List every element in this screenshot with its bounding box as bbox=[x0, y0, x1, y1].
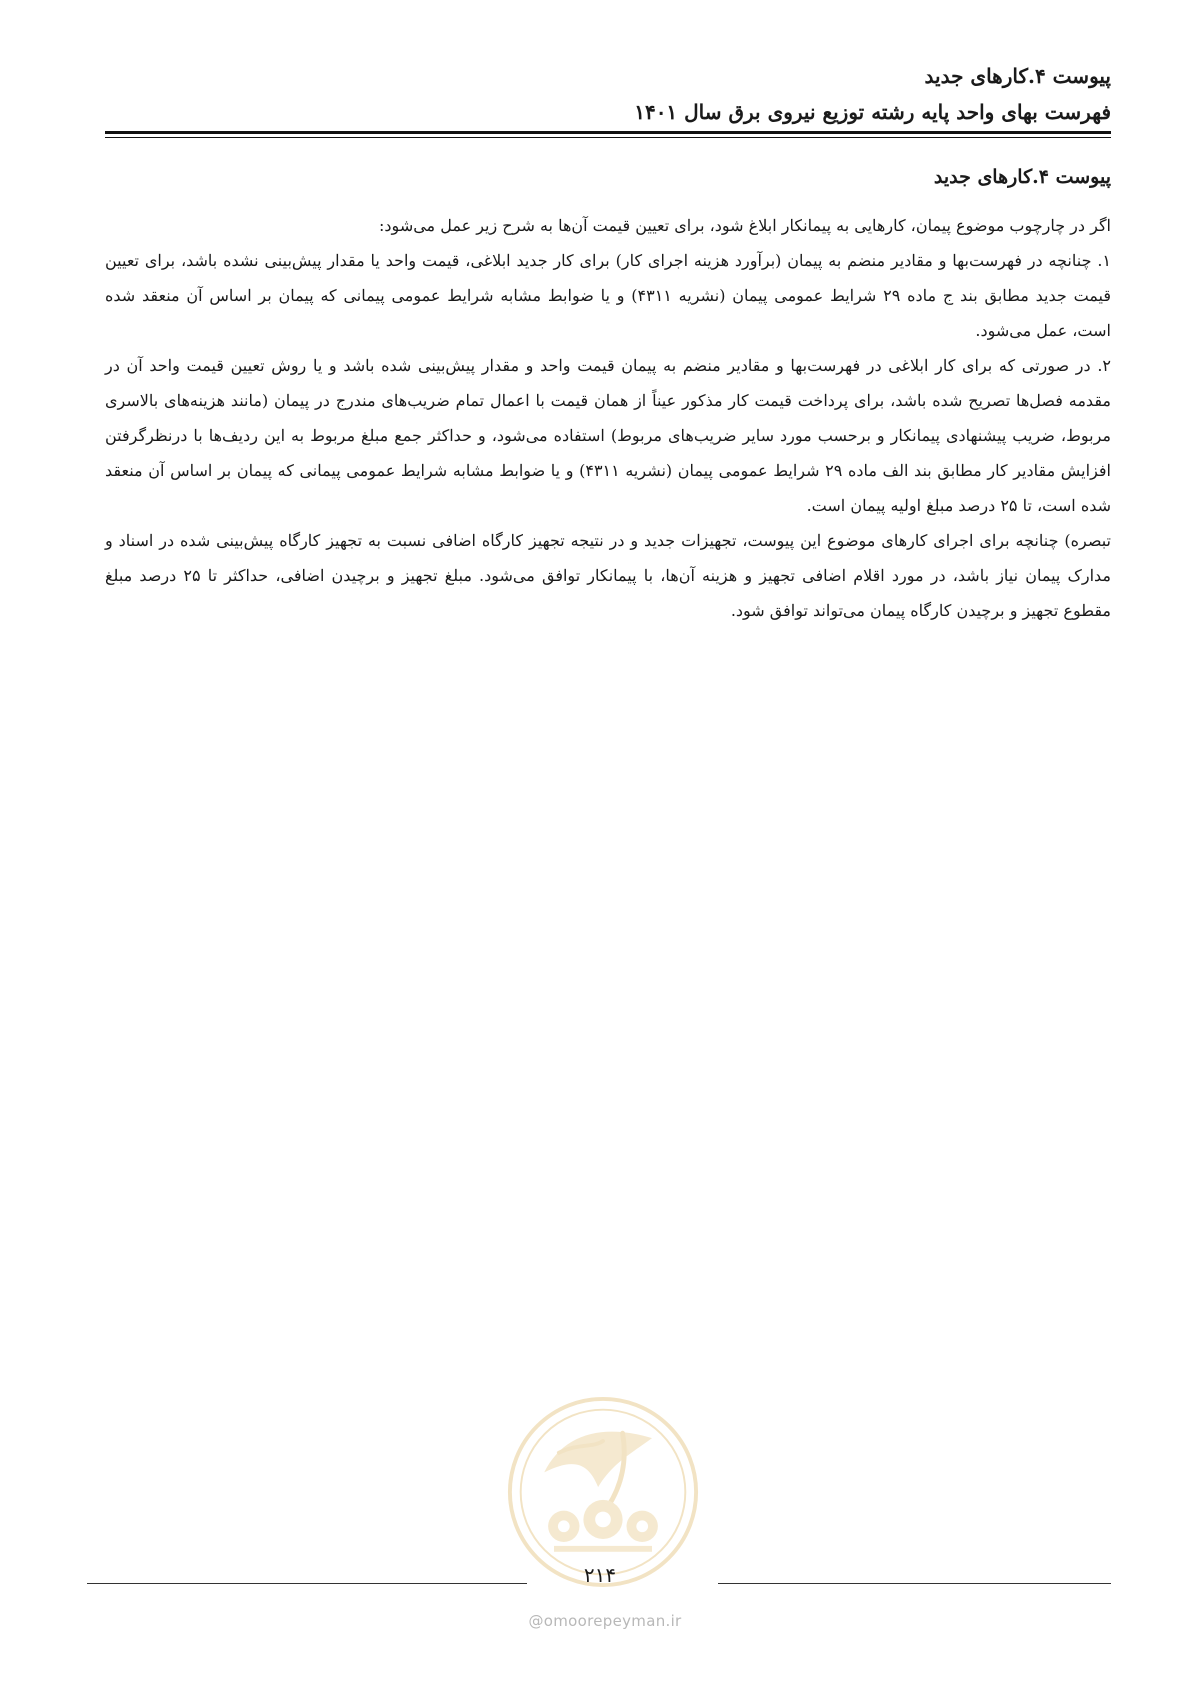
note-paragraph: تبصره) چنانچه برای اجرای کارهای موضوع این پیوست، تجهیزات جدید و در نتیجه تجهیز کارگاه اضافی نسبت به تجهیز کارگاه پیش‌بینی شده در اسناد و مدارک پیمان نیاز باشد، در مورد اقلام اضافی تجهیز و هزینه آن‌ها، با پیمانکار توافق می‌شود. مبلغ تجهیز و برچیدن اضافی، حداکثر تا ۲۵ درصد مبلغ مقطوع تجهیز و برچیدن کارگاه پیمان می‌تواند توافق شود. bbox=[105, 531, 1112, 620]
omoore-peyman-logo-icon bbox=[505, 1394, 701, 1590]
section-title: پیوست ۴.کارهای جدید bbox=[933, 166, 1111, 188]
header-appendix-title: پیوست ۴.کارهای جدید bbox=[924, 64, 1111, 88]
clause-1-paragraph: ۱. چنانچه در فهرست‌بها و مقادیر منضم به پیمان (برآورد هزینه اجرای کار) برای کار جدید ابلاغی، قیمت واحد یا مقدار پیش‌بینی نشده باشد، برای تعیین قیمت جدید مطابق بند ج ماده ۲۹ شرایط عمومی پیمان (نشریه ۴۳۱۱) و یا ضوابط مشابه شرایط عمومی پیمانی که پیمان بر اساس آن منعقد شده است، عمل می‌شود. bbox=[105, 251, 1112, 340]
clause-2-paragraph: ۲. در صورتی که برای کار ابلاغی در فهرست‌بها و مقادیر منضم به پیمان قیمت واحد و مقدار پیش‌بینی شده باشد و یا روش تعیین قیمت واحد آن در مقدمه فصل‌ها تصریح شده باشد، برای پرداخت قیمت کار مذکور عیناً از همان قیمت با اعمال تمام ضریب‌های مندرج در پیمان (مانند هزینه‌های بالاسری مربوط، ضریب پیشنهادی پیمانکار و برحسب مورد سایر ضریب‌های مربوط) استفاده می‌شود، و حداکثر جمع مبلغ مربوط به این ردیف‌ها با درنظرگرفتن افزایش مقادیر کار مطابق بند الف ماده ۲۹ شرایط عمومی پیمان (نشریه ۴۳۱۱) و یا ضوابط مشابه شرایط عمومی پیمانی که پیمان بر اساس آن منعقد شده است، تا ۲۵ درصد مبلغ اولیه پیمان است. bbox=[105, 356, 1112, 515]
page-number: ۲۱۴ bbox=[583, 1563, 617, 1587]
footer-rule-left bbox=[87, 1583, 527, 1584]
website-watermark: @omoorepeyman.ir bbox=[528, 1612, 682, 1630]
main-content bbox=[105, 160, 1111, 628]
header-document-title: فهرست بهای واحد پایه رشته توزیع نیروی برق سال ۱۴۰۱ bbox=[634, 100, 1111, 124]
footer-rule-right bbox=[718, 1583, 1111, 1584]
header-rule-thin bbox=[105, 137, 1111, 138]
intro-paragraph: اگر در چارچوب موضوع پیمان، کارهایی به پیمانکار ابلاغ شود، برای تعیین قیمت آن‌ها به شرح زیر عمل می‌شود: bbox=[379, 216, 1111, 235]
header-rule-thick bbox=[105, 131, 1111, 134]
running-header bbox=[80, 58, 1111, 130]
